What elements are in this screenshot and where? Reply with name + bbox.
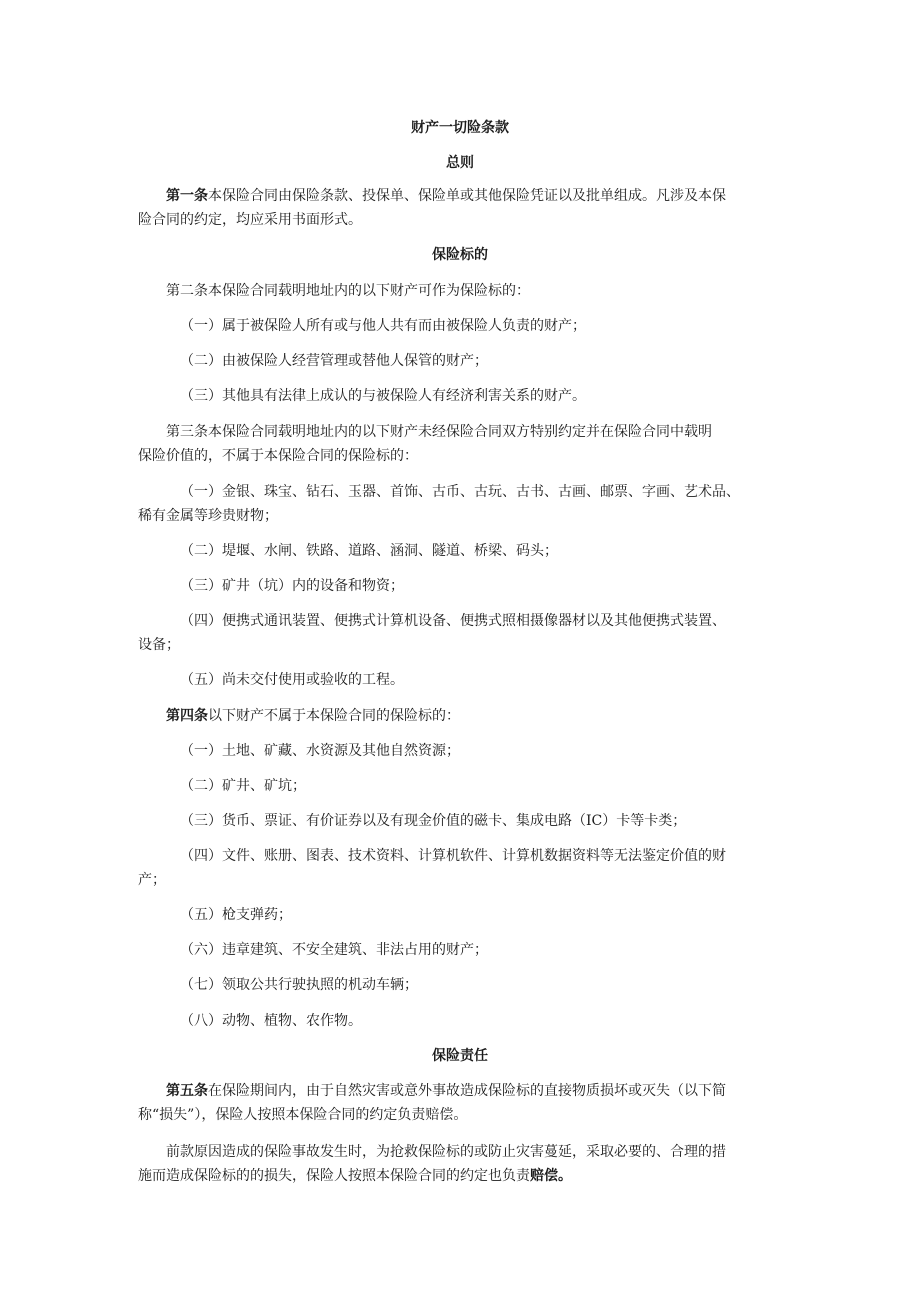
article-4-item-3: （三）货币、票证、有价证券以及有现金价值的磁卡、集成电路（IC）卡等卡类； (180, 813, 687, 829)
article-4-item-4-line-1: （四）文件、账册、图表、技术资料、计算机软件、计算机数据资料等无法鉴定价值的财 (180, 848, 726, 864)
article-5-line-1: 第五条在保险期间内，由于自然灾害或意外事故造成保险标的直接物质损坏或灭失（以下简 (166, 1083, 726, 1099)
article-4-item-1: （一）土地、矿藏、水资源及其他自然资源； (180, 743, 460, 759)
article-3-item-5: （五）尚未交付使用或验收的工程。 (180, 672, 404, 688)
article-5-label: 第五条 (166, 1083, 208, 1099)
article-3-item-3: （三）矿井（坑）内的设备和物资； (180, 578, 404, 594)
section-heading-liability: 保险责任 (432, 1048, 488, 1064)
article-3-item-4-line-2: 设备； (138, 637, 180, 653)
article-3-item-1-line-1: （一）金银、珠宝、钻石、玉器、首饰、古币、古玩、古书、古画、邮票、字画、艺术品、 (180, 484, 740, 500)
article-4-item-5: （五）枪支弹药； (180, 907, 292, 923)
section-heading-subject: 保险标的 (432, 247, 488, 263)
article-4-item-2: （二）矿井、矿坑； (180, 778, 306, 794)
article-2-item-2: （二）由被保险人经营管理或替他人保管的财产； (180, 353, 488, 369)
article-4: 第四条以下财产不属于本保险合同的保险标的： (166, 708, 460, 724)
article-1-label: 第一条 (166, 188, 208, 204)
article-5-para-2-line-2: 施而造成保险标的的损失，保险人按照本保险合同的约定也负责赔偿。 (138, 1168, 572, 1184)
article-4-item-6: （六）违章建筑、不安全建筑、非法占用的财产； (180, 942, 488, 958)
article-1-line-1: 第一条本保险合同由保险条款、投保单、保险单或其他保险凭证以及批单组成。凡涉及本保 (166, 188, 726, 204)
article-4-item-4-line-2: 产； (138, 872, 166, 888)
article-3-item-4-line-1: （四）便携式通讯装置、便携式计算机设备、便携式照相摄像器材以及其他便携式装置、 (180, 613, 726, 629)
article-3-line-1: 第三条本保险合同载明地址内的以下财产未经保险合同双方特别约定并在保险合同中载明 (166, 424, 712, 440)
section-heading-general: 总则 (446, 155, 474, 171)
article-5-para-2-line-1: 前款原因造成的保险事故发生时，为抢救保险标的或防止灾害蔓延，采取必要的、合理的措 (166, 1144, 726, 1160)
document-title: 财产一切险条款 (411, 120, 509, 136)
article-3-line-2: 保险价值的，不属于本保险合同的保险标的： (138, 448, 418, 464)
article-4-item-8: （八）动物、植物、农作物。 (180, 1013, 362, 1029)
article-3-item-2: （二）堤堰、水闸、铁路、道路、涵洞、隧道、桥梁、码头； (180, 543, 558, 559)
article-2-item-1: （一）属于被保险人所有或与他人共有而由被保险人负责的财产； (180, 318, 586, 334)
article-3-item-1-line-2: 稀有金属等珍贵财物； (138, 508, 278, 524)
article-5-line-2: 称“损失”），保险人按照本保险合同的约定负责赔偿。 (138, 1107, 468, 1123)
article-1-line-2: 险合同的约定，均应采用书面形式。 (138, 212, 362, 228)
article-2: 第二条本保险合同载明地址内的以下财产可作为保险标的： (166, 283, 530, 299)
article-4-label: 第四条 (166, 708, 208, 724)
emphasis-compensation: 赔偿。 (530, 1168, 572, 1184)
article-4-item-7: （七）领取公共行驶执照的机动车辆； (180, 977, 418, 993)
article-2-item-3: （三）其他具有法律上成认的与被保险人有经济利害关系的财产。 (180, 388, 586, 404)
